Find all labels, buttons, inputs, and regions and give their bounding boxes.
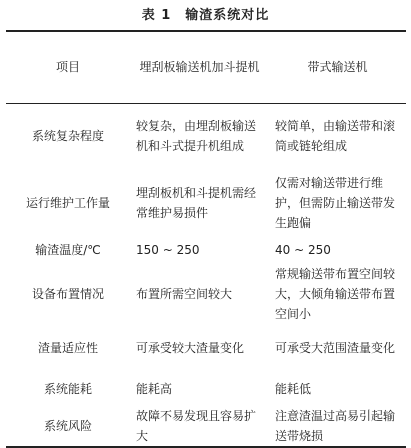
row-label: 运行维护工作量 [25, 195, 110, 210]
row-label: 渣量适应性 [37, 341, 98, 355]
cell-belt: 能耗低 [275, 382, 312, 396]
table-row [6, 372, 406, 406]
table-row [6, 406, 406, 447]
comparison-table [6, 30, 406, 448]
column-header-belt: 带式输送机 [307, 60, 368, 75]
cell-scraper: 布置所需空间较大 [136, 287, 233, 301]
row-label: 系统能耗 [43, 382, 92, 396]
cell-scraper: 能耗高 [136, 382, 173, 396]
table-row [6, 169, 406, 236]
column-header-item: 项目 [55, 60, 80, 75]
cell-belt: 注意渣温过高易引起输送带烧损 [275, 409, 396, 443]
cell-belt: 可承受大范围渣量变化 [275, 341, 396, 355]
table-row [6, 236, 406, 264]
cell-belt: 40 ~ 250 [275, 243, 331, 257]
table-number: 表 1 [141, 8, 172, 23]
table-row [6, 103, 406, 169]
cell-scraper: 可承受较大渣量变化 [136, 341, 245, 355]
table-header-row [6, 31, 406, 103]
cell-belt: 常规输送带布置空间较大，大倾角输送带布置空间小 [275, 267, 396, 321]
row-label: 系统复杂程度 [31, 129, 104, 144]
column-header-scraper-label: 埋刮板输送机加斗提机 [139, 60, 260, 75]
column-header-scraper [130, 31, 269, 103]
table-row [6, 324, 406, 372]
table-row [6, 264, 406, 324]
table-title [0, 6, 411, 26]
cell-scraper: 埋刮板机和斗提机需经常维护易损件 [136, 185, 257, 220]
cell-scraper: 故障不易发现且容易扩大 [136, 409, 257, 443]
row-label: 输渣温度/℃ [35, 243, 101, 257]
row-label: 设备布置情况 [31, 287, 104, 301]
cell-belt: 较简单，由输送带和滚筒或链轮组成 [275, 119, 396, 154]
table-caption: 输渣系统对比 [185, 8, 270, 23]
cell-scraper: 150 ~ 250 [136, 243, 200, 257]
cell-scraper: 较复杂，由埋刮板输送机和斗式提升机组成 [136, 119, 257, 154]
row-label: 系统风险 [43, 419, 92, 433]
cell-belt: 仅需对输送带进行维护，但需防止输送带发生跑偏 [275, 175, 396, 230]
